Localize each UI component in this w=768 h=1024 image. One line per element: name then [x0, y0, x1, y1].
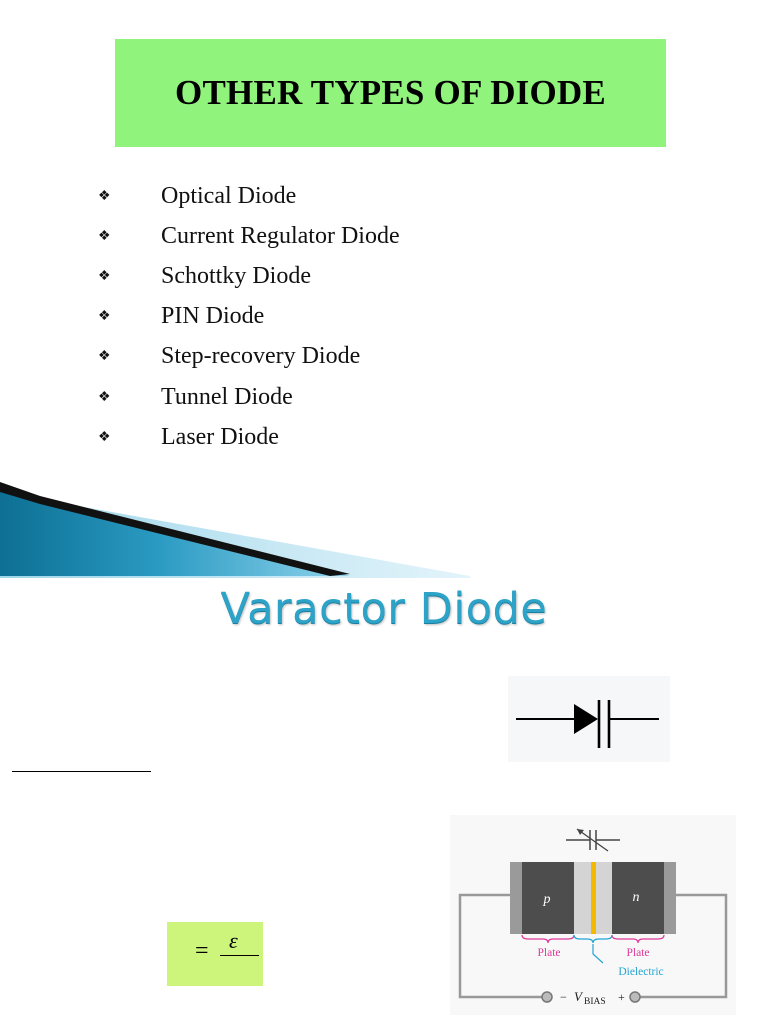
list-item	[96, 377, 400, 417]
plate-left-label: Plate	[537, 947, 561, 959]
list-item-label: PIN Diode	[161, 303, 265, 330]
diamond-bullet-icon: ❖	[98, 429, 111, 445]
diamond-bullet-icon: ❖	[98, 268, 111, 284]
formula-equals: =	[195, 938, 209, 964]
n-region-label: n	[632, 890, 640, 905]
diamond-bullet-icon: ❖	[98, 228, 111, 244]
diamond-bullet-icon: ❖	[98, 309, 111, 325]
list-item-label: Step-recovery Diode	[161, 343, 361, 370]
list-item-label: Laser Diode	[161, 423, 279, 450]
list-item-label: Schottky Diode	[161, 262, 311, 289]
varactor-title: Varactor Diode	[220, 584, 548, 634]
minus-terminal-label: −	[560, 990, 567, 1004]
vbias-label: V	[574, 989, 582, 1004]
list-item	[96, 337, 400, 377]
decorative-swoosh	[0, 482, 470, 578]
list-item-label: Tunnel Diode	[161, 383, 293, 410]
varactor-symbol-icon	[508, 676, 670, 762]
p-region-label: p	[543, 892, 551, 907]
diamond-bullet-icon: ❖	[98, 188, 111, 204]
diamond-bullet-icon: ❖	[98, 389, 111, 405]
underline-rule	[12, 771, 151, 772]
list-item	[96, 417, 400, 457]
list-item	[96, 216, 400, 256]
vbias-subscript: BIAS	[584, 997, 606, 1007]
title-box	[115, 39, 666, 147]
dielectric-label: Dielectric	[618, 966, 664, 978]
list-item	[96, 297, 400, 337]
varactor-symbol-panel	[508, 676, 670, 762]
slide-title: OTHER TYPES OF DIODE	[175, 73, 606, 112]
capacitance-formula	[167, 922, 263, 986]
list-item	[96, 176, 400, 216]
formula-epsilon: ε	[229, 928, 238, 953]
plus-terminal-label: +	[618, 990, 625, 1004]
list-item-label: Current Regulator Diode	[161, 222, 400, 249]
list-item-label: Optical Diode	[161, 182, 297, 209]
formula-fraction-bar	[220, 955, 259, 956]
plate-right-label: Plate	[626, 947, 650, 959]
diode-types-list	[96, 176, 400, 457]
list-item	[96, 256, 400, 296]
diamond-bullet-icon: ❖	[98, 349, 111, 365]
varactor-junction-diagram	[450, 815, 736, 1015]
